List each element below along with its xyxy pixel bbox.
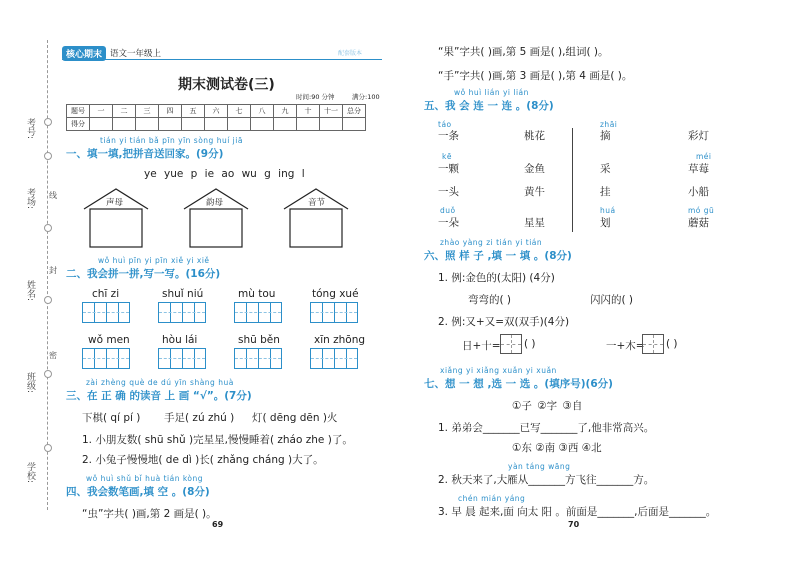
writing-grid[interactable] [310,348,358,369]
s6-example2: 2. 例:又+又=双(双手)(4分) [438,316,570,328]
s1-title: 一、填一填,把拼音送回家。(9分) [66,148,224,160]
s4-q1: “虫”字共( )画,第 2 画是( )。 [82,508,217,520]
score-header-cell: 一 [90,105,113,118]
score-header-cell: 八 [251,105,274,118]
s6-pinyin: zhào yàng zi tián yi tián [440,238,543,247]
s1-letters: ye yue p ie ao wu g ing l [144,168,305,180]
s5-cell[interactable]: 一条 [438,130,459,142]
s5-cell[interactable]: 小船 [688,186,709,198]
s2-title: 二、我会拼一拼,写一写。(16分) [66,268,221,280]
binding-hole [44,118,52,126]
s5-divider [572,128,573,232]
s3-q2: 2. 小兔子慢慢地( de dì )长( zhǎng cháng )大了。 [82,454,324,466]
side-class: 班级: [25,372,35,394]
s5-cell[interactable]: 桃花 [524,130,545,142]
score-header-cell: 七 [228,105,251,118]
s7-q3: 3. 早 晨 起来,面 向太 阳 。前面是_______,后面是_______。 [438,506,717,518]
s3-title: 三、在 正 确 的读音 上 画 “√”。(7分) [66,390,252,402]
s3-item-c: 灯( dēng dēn )火 [252,412,338,424]
score-cell[interactable] [159,118,182,131]
s6-blank4[interactable]: ( ) [666,338,678,350]
s7-pinyin: xiǎng yi xiǎng xuǎn yi xuǎn [440,366,557,375]
score-cell[interactable] [274,118,297,131]
s2-py-5: wǒ men [88,334,130,346]
score-cell[interactable] [136,118,159,131]
s2-py-6: hòu lái [162,334,198,346]
brand-logo: 核心期末 [62,46,106,61]
writing-grid[interactable] [82,348,130,369]
side-seal-mark: 封 [49,266,57,275]
s6-eq2: 一+木= [606,340,645,352]
score-cell[interactable] [113,118,136,131]
score-cell[interactable] [297,118,320,131]
binding-hole [44,444,52,452]
s5-cell[interactable]: 草莓 [688,163,709,175]
score-header-cell: 六 [205,105,228,118]
s5-py-ke: kē [442,152,452,161]
writing-grid[interactable] [234,348,282,369]
s5-cell[interactable]: 黄牛 [524,186,545,198]
page-title: 期末测试卷(三) [178,77,275,93]
s3-pinyin: zài zhèng què de dú yīn shàng huà [86,378,234,387]
s2-py-3: mù tou [238,288,276,300]
s1-houses [80,185,370,249]
s1-pinyin: tián yi tián bǎ pīn yīn sòng huí jiā [100,136,243,145]
s5-cell[interactable]: 一朵 [438,217,459,229]
s3-q1: 1. 小朋友数( shū shǔ )完星星,慢慢睡着( zháo zhe )了。 [82,434,353,446]
s7-options1: ①子 ②字 ③自 [512,400,583,412]
side-secret-mark: 密 [49,351,57,360]
page-number-left: 69 [212,520,224,529]
s5-cell[interactable]: 蘑菇 [688,217,709,229]
s2-py-1: chī zi [92,288,120,300]
binding-hole [44,152,52,160]
score-cell[interactable] [205,118,228,131]
side-room: 考场: [25,188,35,210]
binding-hole [44,224,52,232]
s3-item-b: 手足( zú zhú ) [164,412,235,424]
s7-q2: 2. 秋天来了,大雁从_______方飞往_______方。 [438,474,655,486]
binding-line [47,40,48,510]
s5-py-zhai: zhāi [600,120,618,129]
writing-grid[interactable] [82,302,130,323]
side-name: 姓名: [25,280,35,302]
page-number-right: 70 [568,520,580,529]
house-label-initials: 声母 [106,198,124,208]
version-label: 配套版本 [338,50,363,57]
s6-example1: 1. 例:金色的(太阳) (4分) [438,272,555,284]
s5-cell[interactable]: 金鱼 [524,163,545,175]
s2-py-8: xīn zhōng [314,334,366,346]
s6-blank3[interactable]: ( ) [524,338,536,350]
header-rule [62,59,382,60]
exam-score: 满分:100 [352,93,380,101]
s2-py-2: shuǐ niú [162,288,204,300]
s5-cell[interactable]: 星星 [524,217,545,229]
s5-cell[interactable]: 采 [600,163,611,175]
score-cell[interactable] [182,118,205,131]
score-header-cell: 九 [274,105,297,118]
score-header-cell: 十一 [320,105,343,118]
s6-blank1[interactable]: 弯弯的( ) [468,294,512,306]
s7-q2-pinyin: yàn táng wāng [508,462,571,471]
s7-title: 七、想 一 想 ,选 一 选 。(填序号)(6分) [424,378,613,390]
side-line-mark: 线 [49,191,57,200]
score-row-label: 得分 [67,118,90,131]
s5-cell[interactable]: 划 [600,217,611,229]
score-cell[interactable] [251,118,274,131]
s7-options2: ①东 ②南 ③西 ④北 [512,442,602,454]
s7-q1: 1. 弟弟会_______已写_______了,他非常高兴。 [438,422,655,434]
s5-cell[interactable]: 彩灯 [688,130,709,142]
s5-pinyin: wǒ huì lián yi lián [454,88,529,97]
s2-pinyin: wǒ huì pīn yi pīn xiě yi xiě [98,256,210,265]
s3-item-a: 下棋( qí pí ) [82,412,141,424]
s5-py-hua: huá [600,206,616,215]
score-cell[interactable] [228,118,251,131]
subject-label: 语文一年级上 [110,49,162,59]
s2-py-7: shū běn [238,334,280,346]
s5-cell[interactable]: 摘 [600,130,611,142]
side-school: 学校: [25,462,35,484]
score-header-cell: 题号 [67,105,90,118]
s5-title: 五、我 会 连 一 连 。(8分) [424,100,554,112]
score-header-cell: 五 [182,105,205,118]
score-header-cell: 十 [297,105,320,118]
s4-pinyin: wǒ huì shǔ bǐ huà tián kòng [86,474,204,483]
s6-title: 六、照 样 子 ,填 一 填 。(8分) [424,250,572,262]
house-label-syllables: 音节 [308,198,326,208]
score-cell[interactable] [90,118,113,131]
score-cell[interactable] [320,118,343,131]
writing-grid[interactable] [310,302,358,323]
s5-py-mei: méi [696,152,712,161]
score-header-cell: 二 [113,105,136,118]
s6-blank2[interactable]: 闪闪的( ) [590,294,634,306]
s5-cell[interactable]: 一头 [438,186,459,198]
writing-square[interactable] [642,334,664,354]
s2-py-4: tóng xué [312,288,359,300]
score-header-cell: 三 [136,105,159,118]
writing-grid[interactable] [234,302,282,323]
s5-cell[interactable]: 挂 [600,186,611,198]
s5-py-duo: duǒ [440,206,456,215]
binding-hole [44,296,52,304]
score-cell[interactable] [343,118,366,131]
score-header-cell: 总分 [343,105,366,118]
exam-time: 时间:90 分钟 [296,93,335,101]
binding-hole [44,370,52,378]
s4-q3: “手”字共( )画,第 3 画是( ),第 4 画是( )。 [438,70,633,82]
s7-q3-pinyin: chén mián yáng [458,494,526,503]
s6-eq1: 日+十= [462,340,501,352]
score-table [66,104,366,131]
writing-grid[interactable] [158,348,206,369]
house-label-finals: 韵母 [206,198,224,208]
writing-grid[interactable] [158,302,206,323]
s5-py-mogu: mó gū [688,206,715,215]
score-header-cell: 四 [159,105,182,118]
s5-cell[interactable]: 一颗 [438,163,459,175]
side-exam-no: 考号: [25,118,35,140]
writing-square[interactable] [500,334,522,354]
s4-title: 四、我会数笔画,填 空 。(8分) [66,486,210,498]
s4-q2: “果”字共( )画,第 5 画是( ),组词( )。 [438,46,609,58]
s5-py-tao: táo [438,120,452,129]
